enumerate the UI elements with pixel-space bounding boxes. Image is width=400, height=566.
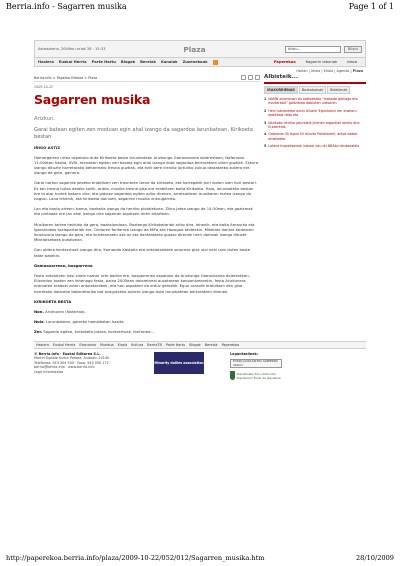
footer-contact (34, 352, 134, 381)
top-bar (34, 40, 366, 58)
rss-icon[interactable] (213, 60, 218, 65)
print-icon[interactable] (241, 75, 246, 80)
tab-irakurrienak[interactable]: IRAKURRIENAK (264, 86, 298, 94)
list-item[interactable]: 2 Herri kalzonteke ezzlu diluzte 'Egunkarizi ren euskaru epaitkala data eta (264, 108, 357, 118)
sponsor-eusko-jaurlaritza[interactable]: EUSKO JAURLARITZA GOBIERNO VASCO (230, 359, 282, 368)
nav-item-kanalak[interactable]: Kanalak (160, 60, 178, 64)
bottom-nav-item[interactable]: Berelak (204, 342, 218, 347)
breadcrumb (34, 74, 260, 82)
sponsor-gipuzkoa[interactable]: Gipuzkoako Foru Aldundia Diputación Foral de Gipuzkoa (230, 371, 292, 381)
footer-address: Martin Ugalde Kultur Parkea, Andoain 20140 (34, 356, 110, 361)
subnav-item-agenda[interactable]: Agenda (336, 68, 350, 73)
bottom-nav-item[interactable]: Parte Hartu (165, 342, 186, 347)
info-heading: KIRIKOETA BESTA (34, 298, 72, 304)
search-area (285, 46, 362, 53)
subnav-item-kirola[interactable]: Kirola (323, 68, 334, 73)
paragraph: Garai hartan sagarrak jotzeko erabiltzen zen tresnaren izena da kirikoeta, eta horregatik jarri zioten izen hori bestari. Ez tan tresna hutsa delako soilik, ordea, musika tresna gisa ere erabiltzen baita Kirikoeta. Hala, larunbateko bestan ere bi ator horiek batzen dira, eta gidoiez sagardoa egiten ariko direnen, arratsaldean musikaren tartea izango da nagusi. Lana lehenik, eta kirikoeta doinuen, sagarren musika entzugarriko. (34, 180, 257, 202)
breadcrumb-text[interactable]: Berria.info > Paperko Edizioa > Plaza (34, 75, 98, 80)
print-footer-url: http://paperekoa.berria.info/plaza/2009-10-22/052/012/Sagarren_musika.htm (6, 554, 265, 562)
content-layout (34, 74, 366, 335)
footer-legal-link[interactable]: Lege Informazioa (34, 370, 64, 375)
list-item[interactable]: 4 Gobrenen Bi legun hil diluzte Pakistaneri, antza bakoe amaitzeko (264, 132, 358, 141)
sidebar-tabs (264, 86, 366, 94)
nav-item-paperekoa[interactable]: Paperekoa (273, 60, 296, 64)
most-read-list (264, 97, 366, 149)
nav-item-parte-hartu[interactable]: Parte Hartu (91, 60, 116, 64)
footer-phone: Telefonoa: 943 304 530 · Faxa: 943 590 172 (34, 360, 109, 365)
paragraph: Gau aldera kontzertuak izango dira, Komando Kastaña eta antolatzaileek sorpresa gisa utzi nahi izan duten beste talde batekin. (34, 247, 251, 258)
print-header-page: Page 1 of 1 (348, 2, 394, 11)
bottom-nav-item[interactable]: Kultura (131, 342, 144, 347)
paragraph: Hamargarren urtez ospatuko dute Kirikoeta besta larunbatean Arizkungo Gamoveanea dolarevtean, Nafarroan. 11:00etan hasita, XVIII. mendean egiten zen bezala egin ahal izango dute sagardoa bertaratzen diren guztiek. Eskura izango dituzte horretarako beharrezko tresna guztiak, eta ezik bere ciendiz lorturiko zukua dastatzeko aukera ere izango da gero, gainera. (34, 154, 259, 176)
article-date: 2009-10-22 (34, 85, 54, 89)
search-input[interactable]: bilatu... (285, 46, 341, 53)
article-author: IÑIGO ASTIZ (34, 144, 61, 150)
nav-item-zuzenekoak[interactable]: Zuzenekoak (182, 60, 208, 64)
share-icon[interactable] (255, 75, 260, 80)
list-item[interactable]: 1 NAMN zinerlenari du katladeeko "mokada gehiago eta esnitarazki" galtzitzea dabiuten urduaren (264, 97, 358, 106)
sponsors-label: Laguntzaileak: (230, 351, 259, 356)
current-date: Asteazkena, 2009ko urriak 28 · 15:33 (38, 47, 106, 51)
nav-item-kagarrin[interactable]: Kagarrin labunak (305, 60, 338, 64)
list-item[interactable]: 3 Idizikoko herriko jatundeik jinenen argaztiak lanelu dira Erzaerkiak (264, 120, 360, 130)
subnav-item-plaza[interactable]: Plaza (352, 68, 363, 73)
bottom-nav-item[interactable]: Paperekoa (221, 342, 240, 347)
bottom-nav (34, 341, 366, 349)
print-header-title: Berria.info - Sagarren musika (6, 2, 127, 11)
bottom-nav-item[interactable]: Blogak (189, 342, 201, 347)
nav-item-berelak[interactable]: Berelak (140, 60, 156, 64)
main-nav (34, 58, 366, 67)
paragraph: Festa antolatzen hasi zirela hamar urte badira ere, bosgarrenez ospatuko da Arizkungo Gamovianea dolarevtean. Elizondon toaten zen lehenago festa, baina 2005ean dolaretveal auzotarean konpontzearekin, festa Arizkunera eramatea erabaki zuten antolatzaileek, eta han ospatzen da orduz geroztik. Egun orandik erabiltzen den gisa horretako dolarebe bakanetariko bat azagutzeko aukera izango dute larunbatean bertaratzen direnek. (34, 273, 250, 294)
article-subhead: Gamoaxarrean, bosgarrena (34, 262, 93, 268)
tab-bozkatuenak[interactable]: Bozkatuenak (299, 86, 326, 94)
bottom-nav-item[interactable]: Kirola (117, 342, 128, 347)
article-tools (241, 75, 260, 80)
nav-item-hasiera[interactable]: Hasiera (38, 60, 54, 64)
subnav-item-iritzia[interactable]: Iritzia (310, 68, 321, 73)
info-row: Noiz. Larunbatean, goizeko hamaiketan hasita. (34, 319, 125, 325)
print-footer (6, 554, 394, 564)
footer-sponsors (224, 352, 366, 381)
gipuzkoa-shield-icon (230, 371, 235, 380)
site (34, 40, 366, 381)
sidebar-title: Albisteik... (264, 74, 366, 84)
subnav-item-harian[interactable]: Harian (296, 68, 308, 73)
sub-nav: Harian | Iritzia | Kirola | Agenda | Plaza (296, 68, 363, 73)
bottom-nav-item[interactable]: BerriaTB (147, 342, 162, 347)
tab-bidalienak[interactable]: Bidalienak (327, 86, 350, 94)
minority-dailies-banner[interactable]: Minority dailies association (154, 352, 204, 374)
bottom-nav-item[interactable]: Hasiera (36, 342, 49, 347)
bottom-nav-item[interactable]: Ekonomia (79, 342, 96, 347)
section-brand[interactable]: Plaza (183, 44, 206, 54)
nav-item-euskal-herria[interactable]: Euskal Herria (58, 60, 87, 64)
mail-icon[interactable] (248, 75, 253, 80)
list-item[interactable]: 5 Lakera Inapetloeriak irabazi nau du NBAko denboraldia (264, 144, 360, 149)
nav-item-blogak[interactable]: Blogak (120, 60, 136, 64)
info-row: Zer. Sagardo egitea, kirikoketa jotzea, kontzertuak, fanfarrea... (34, 329, 155, 335)
footer-company: © Berria.info · Euskal Editorea S.L. (34, 351, 101, 356)
search-button[interactable]: Bilatu (344, 46, 362, 53)
paragraph: Musikaren tartea helduko da gero, bazkalondoan. Baztango Kirikoketariak ariko dira, lehenik, eta baita Amaurko eta Igaranideko txalapartariak ere. Ondoren fanfarrea izango da MiFa eta Hazogoa taldeekin. Mikelats dantza taldearen ikuskizuna izango da gero, eta ikusteariaetn ask oz eta dantzatzeko gujazo direnek herri dantzak izango dituzte Mikelatsekoek bukatzean. (34, 221, 255, 243)
footer-emails[interactable]: berria@berria.info · www.berria.info (34, 365, 95, 370)
article-section: Arizkun. (34, 116, 55, 122)
info-row: Non. Arizkunen (Nafarroa). (34, 309, 86, 315)
bottom-nav-item[interactable]: Euskal Herria (52, 342, 76, 347)
article-lead: Garai batean egiten zen moduan egin ahal izango da sagardoa larunbatean, Kirikoeta bestan (34, 127, 254, 140)
article-body (34, 155, 260, 335)
nav-right (274, 60, 362, 64)
print-header (6, 2, 394, 12)
bottom-nav-item[interactable]: Mundua (99, 342, 114, 347)
sponsor-logos (230, 359, 366, 368)
article-title: Sagarren musika (34, 92, 151, 107)
site-footer (34, 352, 366, 381)
article (34, 74, 260, 335)
nav-item-idaza[interactable]: Idaza (347, 60, 357, 64)
paragraph: Lan eta kanta arteen, bama, bazkaria izango da herriko plotalekuan. Zikro jatea izango da 14:30ean, eta gazlamak eta pintxoak ere jan ahal izango dira sagarrak topatzen diren bitartean. (34, 206, 253, 217)
sidebar (264, 74, 366, 335)
footer-banner-area (134, 352, 224, 381)
print-footer-date: 28/10/2009 (355, 554, 394, 562)
